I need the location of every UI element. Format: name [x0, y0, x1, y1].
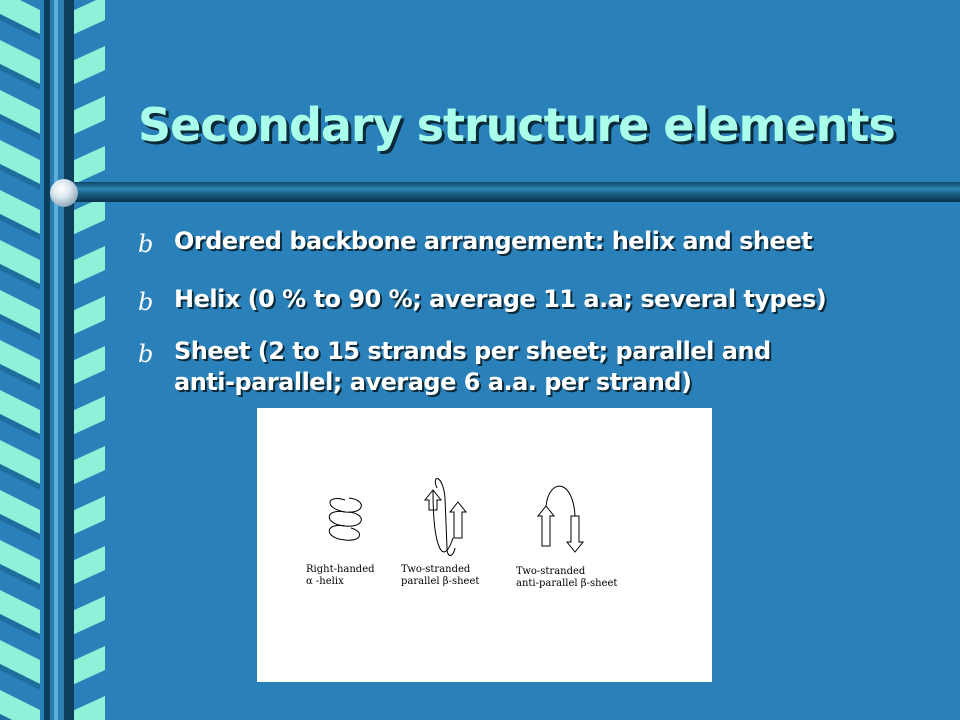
bullet-text: Helix (0 % to 90 %; average 11 a.a; several types) — [174, 285, 827, 313]
bullet-text: Sheet (2 to 15 strands per sheet; parallel and anti-parallel; average 6 a.a. per strand) — [174, 337, 771, 396]
helix-caption-1: Right-handed — [306, 564, 375, 575]
antiparallel-beta-sheet-icon — [538, 486, 583, 552]
helix-caption-2: α -helix — [306, 576, 344, 587]
bullet-icon: b — [138, 340, 154, 368]
alpha-helix-icon — [329, 498, 361, 540]
title-divider-bar — [62, 182, 960, 202]
bullet-icon: b — [138, 230, 154, 258]
parallel-caption-1: Two-stranded — [401, 564, 471, 575]
structure-diagram — [257, 408, 712, 682]
divider-knob — [50, 179, 78, 207]
parallel-caption-2: parallel β-sheet — [401, 576, 480, 587]
slide-title: Secondary structure elements — [138, 98, 895, 152]
antiparallel-caption-1: Two-stranded — [516, 566, 586, 577]
parallel-beta-sheet-icon — [425, 479, 466, 556]
decorative-ribbon — [0, 0, 110, 720]
secondary-structure-figure — [257, 408, 712, 682]
antiparallel-caption-2: anti-parallel β-sheet — [516, 578, 618, 589]
bullet-text: Ordered backbone arrangement: helix and sheet — [174, 227, 813, 255]
bullet-icon: b — [138, 288, 154, 316]
